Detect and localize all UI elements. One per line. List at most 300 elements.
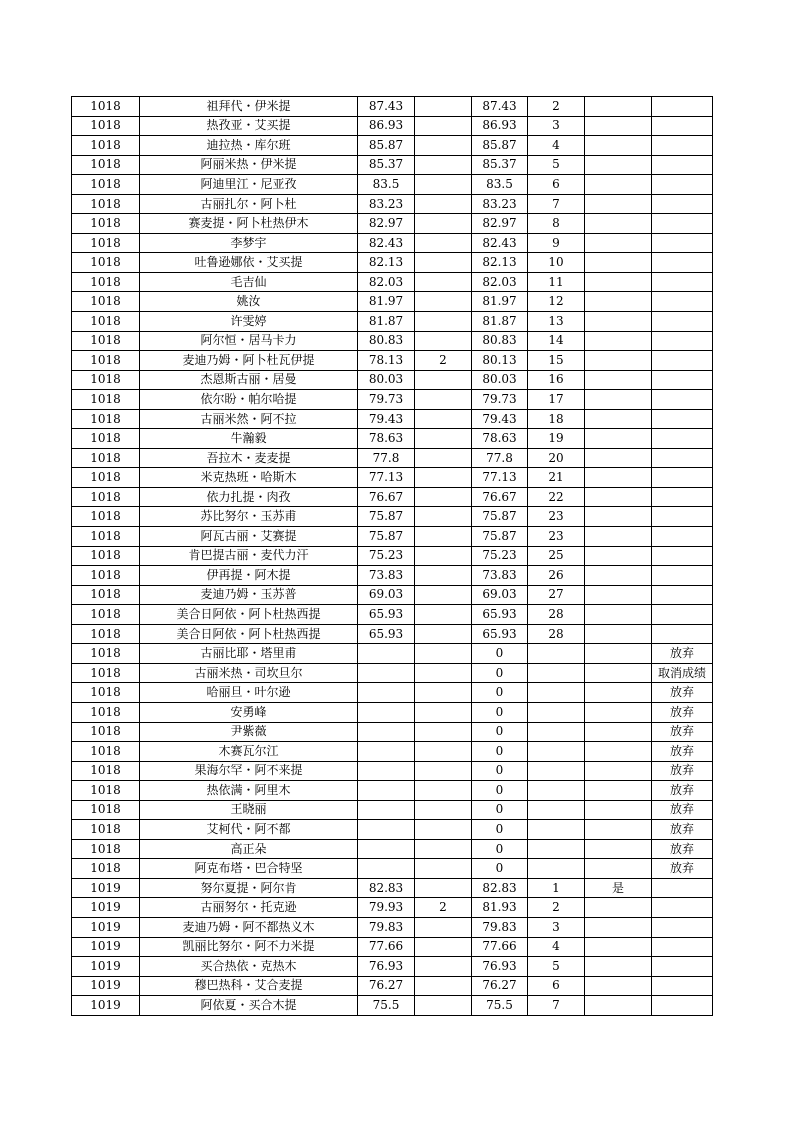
group-code-cell: 1018 — [72, 331, 140, 351]
candidate-name-cell: 古丽努尔・托克逊 — [140, 898, 358, 918]
candidate-name-cell: 依力扎提・肉孜 — [140, 487, 358, 507]
rank-cell: 5 — [528, 155, 585, 175]
written-score-cell — [358, 683, 415, 703]
total-score-cell: 79.83 — [472, 917, 528, 937]
written-score-cell: 65.93 — [358, 624, 415, 644]
written-score-cell: 79.93 — [358, 898, 415, 918]
candidate-name-cell: 牛瀚毅 — [140, 429, 358, 449]
interview-flag-cell — [585, 97, 652, 117]
written-score-cell: 75.87 — [358, 527, 415, 547]
interview-flag-cell — [585, 702, 652, 722]
group-code-cell: 1019 — [72, 976, 140, 996]
written-score-cell — [358, 761, 415, 781]
total-score-cell: 82.83 — [472, 878, 528, 898]
rank-cell — [528, 683, 585, 703]
bonus-points-cell — [415, 448, 472, 468]
candidate-name-cell: 阿尔恒・居马卡力 — [140, 331, 358, 351]
interview-flag-cell — [585, 507, 652, 527]
table-row — [72, 194, 713, 214]
group-code-cell: 1019 — [72, 957, 140, 977]
rank-cell: 3 — [528, 116, 585, 136]
rank-cell: 6 — [528, 976, 585, 996]
table-row — [72, 312, 713, 332]
bonus-points-cell — [415, 194, 472, 214]
remark-cell — [652, 566, 713, 586]
rank-cell: 6 — [528, 175, 585, 195]
bonus-points-cell — [415, 116, 472, 136]
candidate-name-cell: 努尔夏提・阿尔肯 — [140, 878, 358, 898]
remark-cell — [652, 233, 713, 253]
group-code-cell: 1018 — [72, 663, 140, 683]
bonus-points-cell — [415, 468, 472, 488]
remark-cell — [652, 487, 713, 507]
total-score-cell: 76.27 — [472, 976, 528, 996]
interview-flag-cell — [585, 566, 652, 586]
table-row — [72, 683, 713, 703]
group-code-cell: 1019 — [72, 878, 140, 898]
remark-cell — [652, 136, 713, 156]
total-score-cell: 0 — [472, 683, 528, 703]
table-row — [72, 585, 713, 605]
total-score-cell: 75.23 — [472, 546, 528, 566]
written-score-cell: 85.37 — [358, 155, 415, 175]
group-code-cell: 1018 — [72, 605, 140, 625]
table-row — [72, 175, 713, 195]
total-score-cell: 75.87 — [472, 507, 528, 527]
rank-cell — [528, 702, 585, 722]
table-row — [72, 996, 713, 1016]
written-score-cell: 75.87 — [358, 507, 415, 527]
table-row — [72, 566, 713, 586]
table-row — [72, 976, 713, 996]
written-score-cell: 73.83 — [358, 566, 415, 586]
interview-flag-cell — [585, 859, 652, 879]
group-code-cell: 1018 — [72, 859, 140, 879]
total-score-cell: 0 — [472, 839, 528, 859]
interview-flag-cell — [585, 605, 652, 625]
candidate-name-cell: 凯丽比努尔・阿不力米提 — [140, 937, 358, 957]
written-score-cell: 82.13 — [358, 253, 415, 273]
candidate-name-cell: 吾拉木・麦麦提 — [140, 448, 358, 468]
table-row — [72, 957, 713, 977]
written-score-cell: 77.66 — [358, 937, 415, 957]
bonus-points-cell — [415, 233, 472, 253]
interview-flag-cell — [585, 839, 652, 859]
total-score-cell: 0 — [472, 800, 528, 820]
group-code-cell: 1018 — [72, 194, 140, 214]
bonus-points-cell — [415, 957, 472, 977]
total-score-cell: 80.13 — [472, 351, 528, 371]
written-score-cell: 79.43 — [358, 409, 415, 429]
written-score-cell — [358, 722, 415, 742]
candidate-name-cell: 许雯婷 — [140, 312, 358, 332]
interview-flag-cell — [585, 546, 652, 566]
group-code-cell: 1018 — [72, 409, 140, 429]
interview-flag-cell — [585, 331, 652, 351]
bonus-points-cell: 2 — [415, 898, 472, 918]
table-row — [72, 546, 713, 566]
total-score-cell: 82.97 — [472, 214, 528, 234]
group-code-cell: 1018 — [72, 448, 140, 468]
remark-cell — [652, 527, 713, 547]
table-row — [72, 155, 713, 175]
written-score-cell: 82.03 — [358, 272, 415, 292]
rank-cell: 3 — [528, 917, 585, 937]
group-code-cell: 1018 — [72, 97, 140, 117]
table-row — [72, 644, 713, 664]
total-score-cell: 83.5 — [472, 175, 528, 195]
rank-cell: 17 — [528, 390, 585, 410]
table-row — [72, 292, 713, 312]
bonus-points-cell — [415, 331, 472, 351]
table-row — [72, 624, 713, 644]
interview-flag-cell — [585, 820, 652, 840]
total-score-cell: 78.63 — [472, 429, 528, 449]
candidate-name-cell: 祖拜代・伊米提 — [140, 97, 358, 117]
group-code-cell: 1018 — [72, 702, 140, 722]
written-score-cell: 79.73 — [358, 390, 415, 410]
interview-flag-cell — [585, 722, 652, 742]
table-row — [72, 722, 713, 742]
candidate-name-cell: 麦迪乃姆・玉苏普 — [140, 585, 358, 605]
group-code-cell: 1018 — [72, 585, 140, 605]
interview-flag-cell — [585, 214, 652, 234]
interview-flag-cell — [585, 175, 652, 195]
rank-cell: 13 — [528, 312, 585, 332]
interview-flag-cell — [585, 233, 652, 253]
remark-cell — [652, 331, 713, 351]
remark-cell — [652, 546, 713, 566]
bonus-points-cell — [415, 507, 472, 527]
rank-cell: 18 — [528, 409, 585, 429]
remark-cell: 放弃 — [652, 683, 713, 703]
remark-cell — [652, 468, 713, 488]
interview-flag-cell — [585, 272, 652, 292]
bonus-points-cell — [415, 97, 472, 117]
rank-cell — [528, 859, 585, 879]
group-code-cell: 1018 — [72, 214, 140, 234]
candidate-name-cell: 阿克布塔・巴合特坚 — [140, 859, 358, 879]
total-score-cell: 76.67 — [472, 487, 528, 507]
total-score-cell: 82.03 — [472, 272, 528, 292]
candidate-name-cell: 依尔盼・帕尔哈提 — [140, 390, 358, 410]
rank-cell: 2 — [528, 898, 585, 918]
candidate-name-cell: 美合日阿依・阿卜杜热西提 — [140, 605, 358, 625]
interview-flag-cell — [585, 390, 652, 410]
group-code-cell: 1018 — [72, 116, 140, 136]
candidate-name-cell: 果海尔罕・阿不来提 — [140, 761, 358, 781]
remark-cell — [652, 448, 713, 468]
remark-cell — [652, 917, 713, 937]
group-code-cell: 1018 — [72, 370, 140, 390]
table-row — [72, 448, 713, 468]
total-score-cell: 0 — [472, 644, 528, 664]
table-row — [72, 233, 713, 253]
candidate-name-cell: 李梦宇 — [140, 233, 358, 253]
group-code-cell: 1018 — [72, 624, 140, 644]
table-row — [72, 527, 713, 547]
rank-cell: 4 — [528, 937, 585, 957]
remark-cell — [652, 605, 713, 625]
candidate-name-cell: 古丽米热・司坎旦尔 — [140, 663, 358, 683]
interview-flag-cell — [585, 976, 652, 996]
table-row — [72, 429, 713, 449]
interview-flag-cell — [585, 917, 652, 937]
candidate-name-cell: 阿丽米热・伊米提 — [140, 155, 358, 175]
bonus-points-cell — [415, 136, 472, 156]
rank-cell — [528, 820, 585, 840]
table-row — [72, 116, 713, 136]
group-code-cell: 1018 — [72, 683, 140, 703]
written-score-cell: 65.93 — [358, 605, 415, 625]
group-code-cell: 1018 — [72, 761, 140, 781]
group-code-cell: 1018 — [72, 292, 140, 312]
group-code-cell: 1018 — [72, 820, 140, 840]
rank-cell — [528, 839, 585, 859]
table-row — [72, 937, 713, 957]
rank-cell: 19 — [528, 429, 585, 449]
total-score-cell: 81.97 — [472, 292, 528, 312]
remark-cell: 放弃 — [652, 859, 713, 879]
total-score-cell: 0 — [472, 859, 528, 879]
remark-cell — [652, 585, 713, 605]
remark-cell — [652, 507, 713, 527]
candidate-name-cell: 哈丽旦・叶尔逊 — [140, 683, 358, 703]
interview-flag-cell — [585, 155, 652, 175]
interview-flag-cell — [585, 136, 652, 156]
interview-flag-cell — [585, 624, 652, 644]
written-score-cell — [358, 742, 415, 762]
group-code-cell: 1018 — [72, 566, 140, 586]
interview-flag-cell — [585, 957, 652, 977]
table-row — [72, 761, 713, 781]
group-code-cell: 1019 — [72, 996, 140, 1016]
total-score-cell: 0 — [472, 820, 528, 840]
candidate-name-cell: 肯巴提古丽・麦代力汗 — [140, 546, 358, 566]
group-code-cell: 1018 — [72, 722, 140, 742]
written-score-cell — [358, 644, 415, 664]
interview-flag-cell — [585, 351, 652, 371]
remark-cell — [652, 194, 713, 214]
bonus-points-cell — [415, 487, 472, 507]
interview-flag-cell — [585, 996, 652, 1016]
bonus-points-cell — [415, 605, 472, 625]
candidate-name-cell: 吐鲁逊娜依・艾买提 — [140, 253, 358, 273]
remark-cell — [652, 957, 713, 977]
remark-cell: 放弃 — [652, 761, 713, 781]
interview-flag-cell — [585, 644, 652, 664]
candidate-name-cell: 美合日阿依・阿卜杜热西提 — [140, 624, 358, 644]
group-code-cell: 1018 — [72, 351, 140, 371]
total-score-cell: 0 — [472, 663, 528, 683]
bonus-points-cell — [415, 214, 472, 234]
group-code-cell: 1018 — [72, 136, 140, 156]
total-score-cell: 86.93 — [472, 116, 528, 136]
total-score-cell: 82.13 — [472, 253, 528, 273]
group-code-cell: 1019 — [72, 917, 140, 937]
table-row — [72, 468, 713, 488]
group-code-cell: 1018 — [72, 175, 140, 195]
interview-flag-cell — [585, 937, 652, 957]
group-code-cell: 1019 — [72, 937, 140, 957]
rank-cell: 15 — [528, 351, 585, 371]
rank-cell — [528, 761, 585, 781]
group-code-cell: 1018 — [72, 644, 140, 664]
bonus-points-cell — [415, 409, 472, 429]
rank-cell: 23 — [528, 527, 585, 547]
written-score-cell — [358, 820, 415, 840]
bonus-points-cell — [415, 742, 472, 762]
written-score-cell: 85.87 — [358, 136, 415, 156]
candidate-name-cell: 米克热班・哈斯木 — [140, 468, 358, 488]
rank-cell — [528, 722, 585, 742]
table-row — [72, 370, 713, 390]
group-code-cell: 1018 — [72, 312, 140, 332]
rank-cell: 1 — [528, 878, 585, 898]
remark-cell: 放弃 — [652, 742, 713, 762]
remark-cell — [652, 409, 713, 429]
bonus-points-cell — [415, 312, 472, 332]
rank-cell: 28 — [528, 624, 585, 644]
total-score-cell: 80.83 — [472, 331, 528, 351]
written-score-cell: 79.83 — [358, 917, 415, 937]
group-code-cell: 1018 — [72, 839, 140, 859]
total-score-cell: 0 — [472, 742, 528, 762]
written-score-cell: 69.03 — [358, 585, 415, 605]
group-code-cell: 1018 — [72, 429, 140, 449]
bonus-points-cell — [415, 722, 472, 742]
total-score-cell: 82.43 — [472, 233, 528, 253]
bonus-points-cell — [415, 937, 472, 957]
remark-cell: 放弃 — [652, 644, 713, 664]
interview-flag-cell — [585, 448, 652, 468]
interview-flag-cell — [585, 663, 652, 683]
table-row — [72, 507, 713, 527]
rank-cell: 7 — [528, 194, 585, 214]
interview-flag-cell — [585, 292, 652, 312]
table-row — [72, 898, 713, 918]
interview-flag-cell — [585, 312, 652, 332]
results-table — [71, 96, 713, 1016]
candidate-name-cell: 杰恩斯古丽・居曼 — [140, 370, 358, 390]
total-score-cell: 80.03 — [472, 370, 528, 390]
candidate-name-cell: 伊再提・阿木提 — [140, 566, 358, 586]
written-score-cell: 83.23 — [358, 194, 415, 214]
written-score-cell: 78.13 — [358, 351, 415, 371]
interview-flag-cell: 是 — [585, 878, 652, 898]
bonus-points-cell — [415, 429, 472, 449]
interview-flag-cell — [585, 585, 652, 605]
bonus-points-cell — [415, 624, 472, 644]
rank-cell: 27 — [528, 585, 585, 605]
written-score-cell: 76.93 — [358, 957, 415, 977]
written-score-cell: 81.97 — [358, 292, 415, 312]
remark-cell — [652, 898, 713, 918]
bonus-points-cell — [415, 292, 472, 312]
written-score-cell: 75.5 — [358, 996, 415, 1016]
table-row — [72, 409, 713, 429]
interview-flag-cell — [585, 194, 652, 214]
candidate-name-cell: 尹紫薇 — [140, 722, 358, 742]
rank-cell: 10 — [528, 253, 585, 273]
bonus-points-cell — [415, 585, 472, 605]
candidate-name-cell: 高正朵 — [140, 839, 358, 859]
remark-cell — [652, 878, 713, 898]
group-code-cell: 1018 — [72, 487, 140, 507]
remark-cell — [652, 155, 713, 175]
interview-flag-cell — [585, 370, 652, 390]
results-table-body — [72, 97, 713, 1016]
total-score-cell: 76.93 — [472, 957, 528, 977]
interview-flag-cell — [585, 487, 652, 507]
total-score-cell: 69.03 — [472, 585, 528, 605]
candidate-name-cell: 阿瓦古丽・艾赛提 — [140, 527, 358, 547]
bonus-points-cell — [415, 781, 472, 801]
rank-cell: 20 — [528, 448, 585, 468]
bonus-points-cell — [415, 527, 472, 547]
candidate-name-cell: 古丽米然・阿不拉 — [140, 409, 358, 429]
remark-cell — [652, 312, 713, 332]
interview-flag-cell — [585, 761, 652, 781]
written-score-cell — [358, 702, 415, 722]
candidate-name-cell: 麦迪乃姆・阿不都热义木 — [140, 917, 358, 937]
total-score-cell: 81.93 — [472, 898, 528, 918]
remark-cell — [652, 937, 713, 957]
interview-flag-cell — [585, 253, 652, 273]
total-score-cell: 65.93 — [472, 624, 528, 644]
remark-cell — [652, 292, 713, 312]
remark-cell — [652, 996, 713, 1016]
interview-flag-cell — [585, 116, 652, 136]
table-row — [72, 878, 713, 898]
bonus-points-cell — [415, 390, 472, 410]
bonus-points-cell — [415, 839, 472, 859]
interview-flag-cell — [585, 429, 652, 449]
rank-cell — [528, 663, 585, 683]
rank-cell — [528, 742, 585, 762]
bonus-points-cell: 2 — [415, 351, 472, 371]
candidate-name-cell: 穆巴热科・艾合麦提 — [140, 976, 358, 996]
remark-cell — [652, 624, 713, 644]
group-code-cell: 1018 — [72, 253, 140, 273]
written-score-cell: 75.23 — [358, 546, 415, 566]
remark-cell: 放弃 — [652, 722, 713, 742]
bonus-points-cell — [415, 800, 472, 820]
candidate-name-cell: 赛麦提・阿卜杜热伊木 — [140, 214, 358, 234]
bonus-points-cell — [415, 702, 472, 722]
rank-cell: 9 — [528, 233, 585, 253]
rank-cell: 26 — [528, 566, 585, 586]
table-row — [72, 742, 713, 762]
rank-cell: 8 — [528, 214, 585, 234]
rank-cell: 5 — [528, 957, 585, 977]
group-code-cell: 1019 — [72, 898, 140, 918]
bonus-points-cell — [415, 566, 472, 586]
remark-cell — [652, 97, 713, 117]
interview-flag-cell — [585, 683, 652, 703]
remark-cell — [652, 351, 713, 371]
remark-cell: 放弃 — [652, 781, 713, 801]
remark-cell — [652, 253, 713, 273]
total-score-cell: 0 — [472, 722, 528, 742]
rank-cell: 16 — [528, 370, 585, 390]
rank-cell: 14 — [528, 331, 585, 351]
group-code-cell: 1018 — [72, 546, 140, 566]
bonus-points-cell — [415, 917, 472, 937]
candidate-name-cell: 阿依夏・买合木提 — [140, 996, 358, 1016]
rank-cell: 11 — [528, 272, 585, 292]
candidate-name-cell: 麦迪乃姆・阿卜杜瓦伊提 — [140, 351, 358, 371]
